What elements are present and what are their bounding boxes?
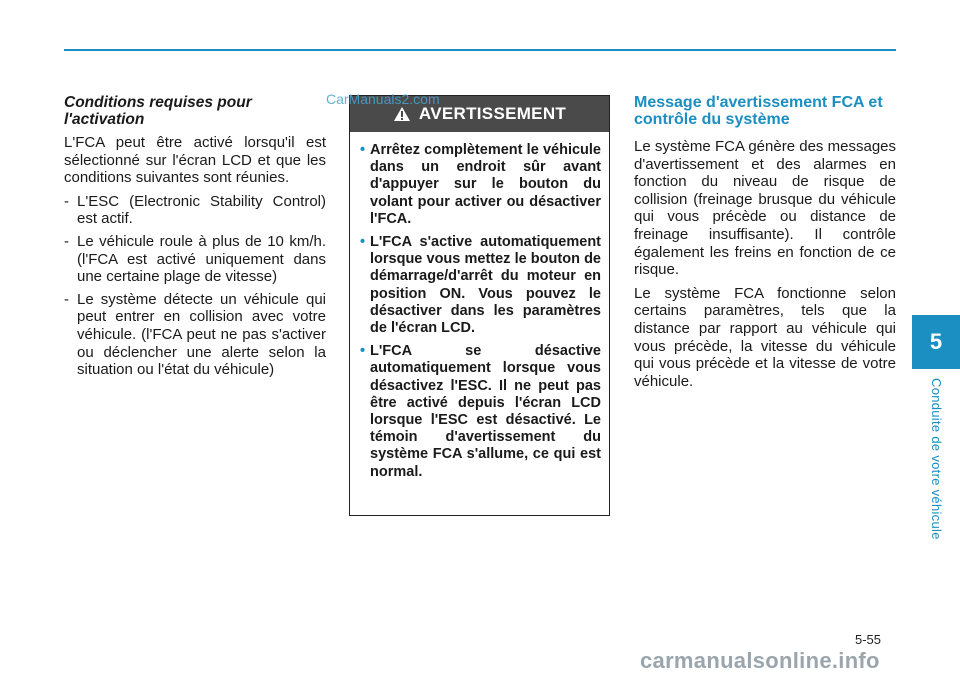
dash-marker: - bbox=[64, 232, 69, 250]
condition-item: - Le véhicule roule à plus de 10 km/h. (l'FCA est activé uniquement dans une certaine plage de vitesse) bbox=[64, 232, 326, 286]
left-column bbox=[64, 94, 326, 384]
warning-triangle-icon bbox=[393, 106, 411, 122]
warning-item: • Arrêtez complètement le véhicule dans un endroit sûr avant d'appuyer sur le bouton du volant pour activer ou désactiver l'FCA. bbox=[360, 142, 601, 227]
top-watermark: CarManuals2.com bbox=[326, 91, 440, 107]
warning-item: • L'FCA s'active automatiquement lorsque vous mettez le bouton de démarrage/d'arrêt du moteur en position ON. Vous pouvez le désactiver dans les paramètres de l'écran LCD. bbox=[360, 234, 601, 337]
warning-title: AVERTISSEMENT bbox=[418, 104, 567, 123]
right-heading: Message d'avertissement FCA et contrôle du système bbox=[634, 94, 883, 128]
dash-marker: - bbox=[64, 192, 69, 210]
condition-item: - Le système détecte un véhicule qui peut entrer en collision avec votre véhicule. (l'FCA peut ne pas s'activer ou déclencher une alerte selon la situation ou l'état du véhicule) bbox=[64, 290, 326, 379]
left-heading: Conditions requises pour l'activation bbox=[64, 94, 252, 128]
condition-item: - L'ESC (Electronic Stability Control) est actif. bbox=[64, 192, 326, 228]
header-rule bbox=[64, 49, 896, 51]
chapter-number-tab bbox=[912, 315, 960, 369]
footer-watermark: carmanualsonline.info bbox=[640, 648, 880, 673]
chapter-number: 5 bbox=[929, 329, 943, 354]
bullet-icon: • bbox=[360, 234, 366, 251]
warning-item: • L'FCA se désactive automatiquement lorsque vous désactivez l'ESC. Il ne peut pas être activé depuis l'écran LCD lorsque l'ESC est désactivé. Le témoin d'avertissement du système FCA s'allume, ce qui est normal. bbox=[360, 343, 601, 480]
page-number: 5-55 bbox=[855, 632, 882, 647]
bullet-icon: • bbox=[360, 142, 366, 158]
warning-list bbox=[350, 132, 609, 481]
left-intro: L'FCA peut être activé lorsqu'il est sélectionné sur l'écran LCD et que les conditions suivantes sont réunies. bbox=[64, 134, 326, 187]
bullet-icon: • bbox=[360, 343, 366, 360]
condition-list bbox=[64, 193, 326, 379]
chapter-title: Conduite de votre véhicule bbox=[929, 378, 944, 540]
right-column bbox=[634, 94, 896, 396]
right-paragraph: Le système FCA fonctionne selon certains paramètres, tels que la distance par rapport au véhicule qui vous précède, la vitesse du véhicule qui vous précède et la vitesse de votre véhicule. bbox=[634, 284, 896, 390]
warning-box bbox=[349, 95, 610, 516]
dash-marker: - bbox=[64, 290, 69, 308]
right-paragraph: Le système FCA génère des messages d'avertissement et des alarmes en fonction du niveau de risque de collision (freinage brusque du véhicule qui vous précède ou distance de freinage insuffisante). Il contrôle également les freins en fonction de ce risque. bbox=[634, 138, 896, 279]
